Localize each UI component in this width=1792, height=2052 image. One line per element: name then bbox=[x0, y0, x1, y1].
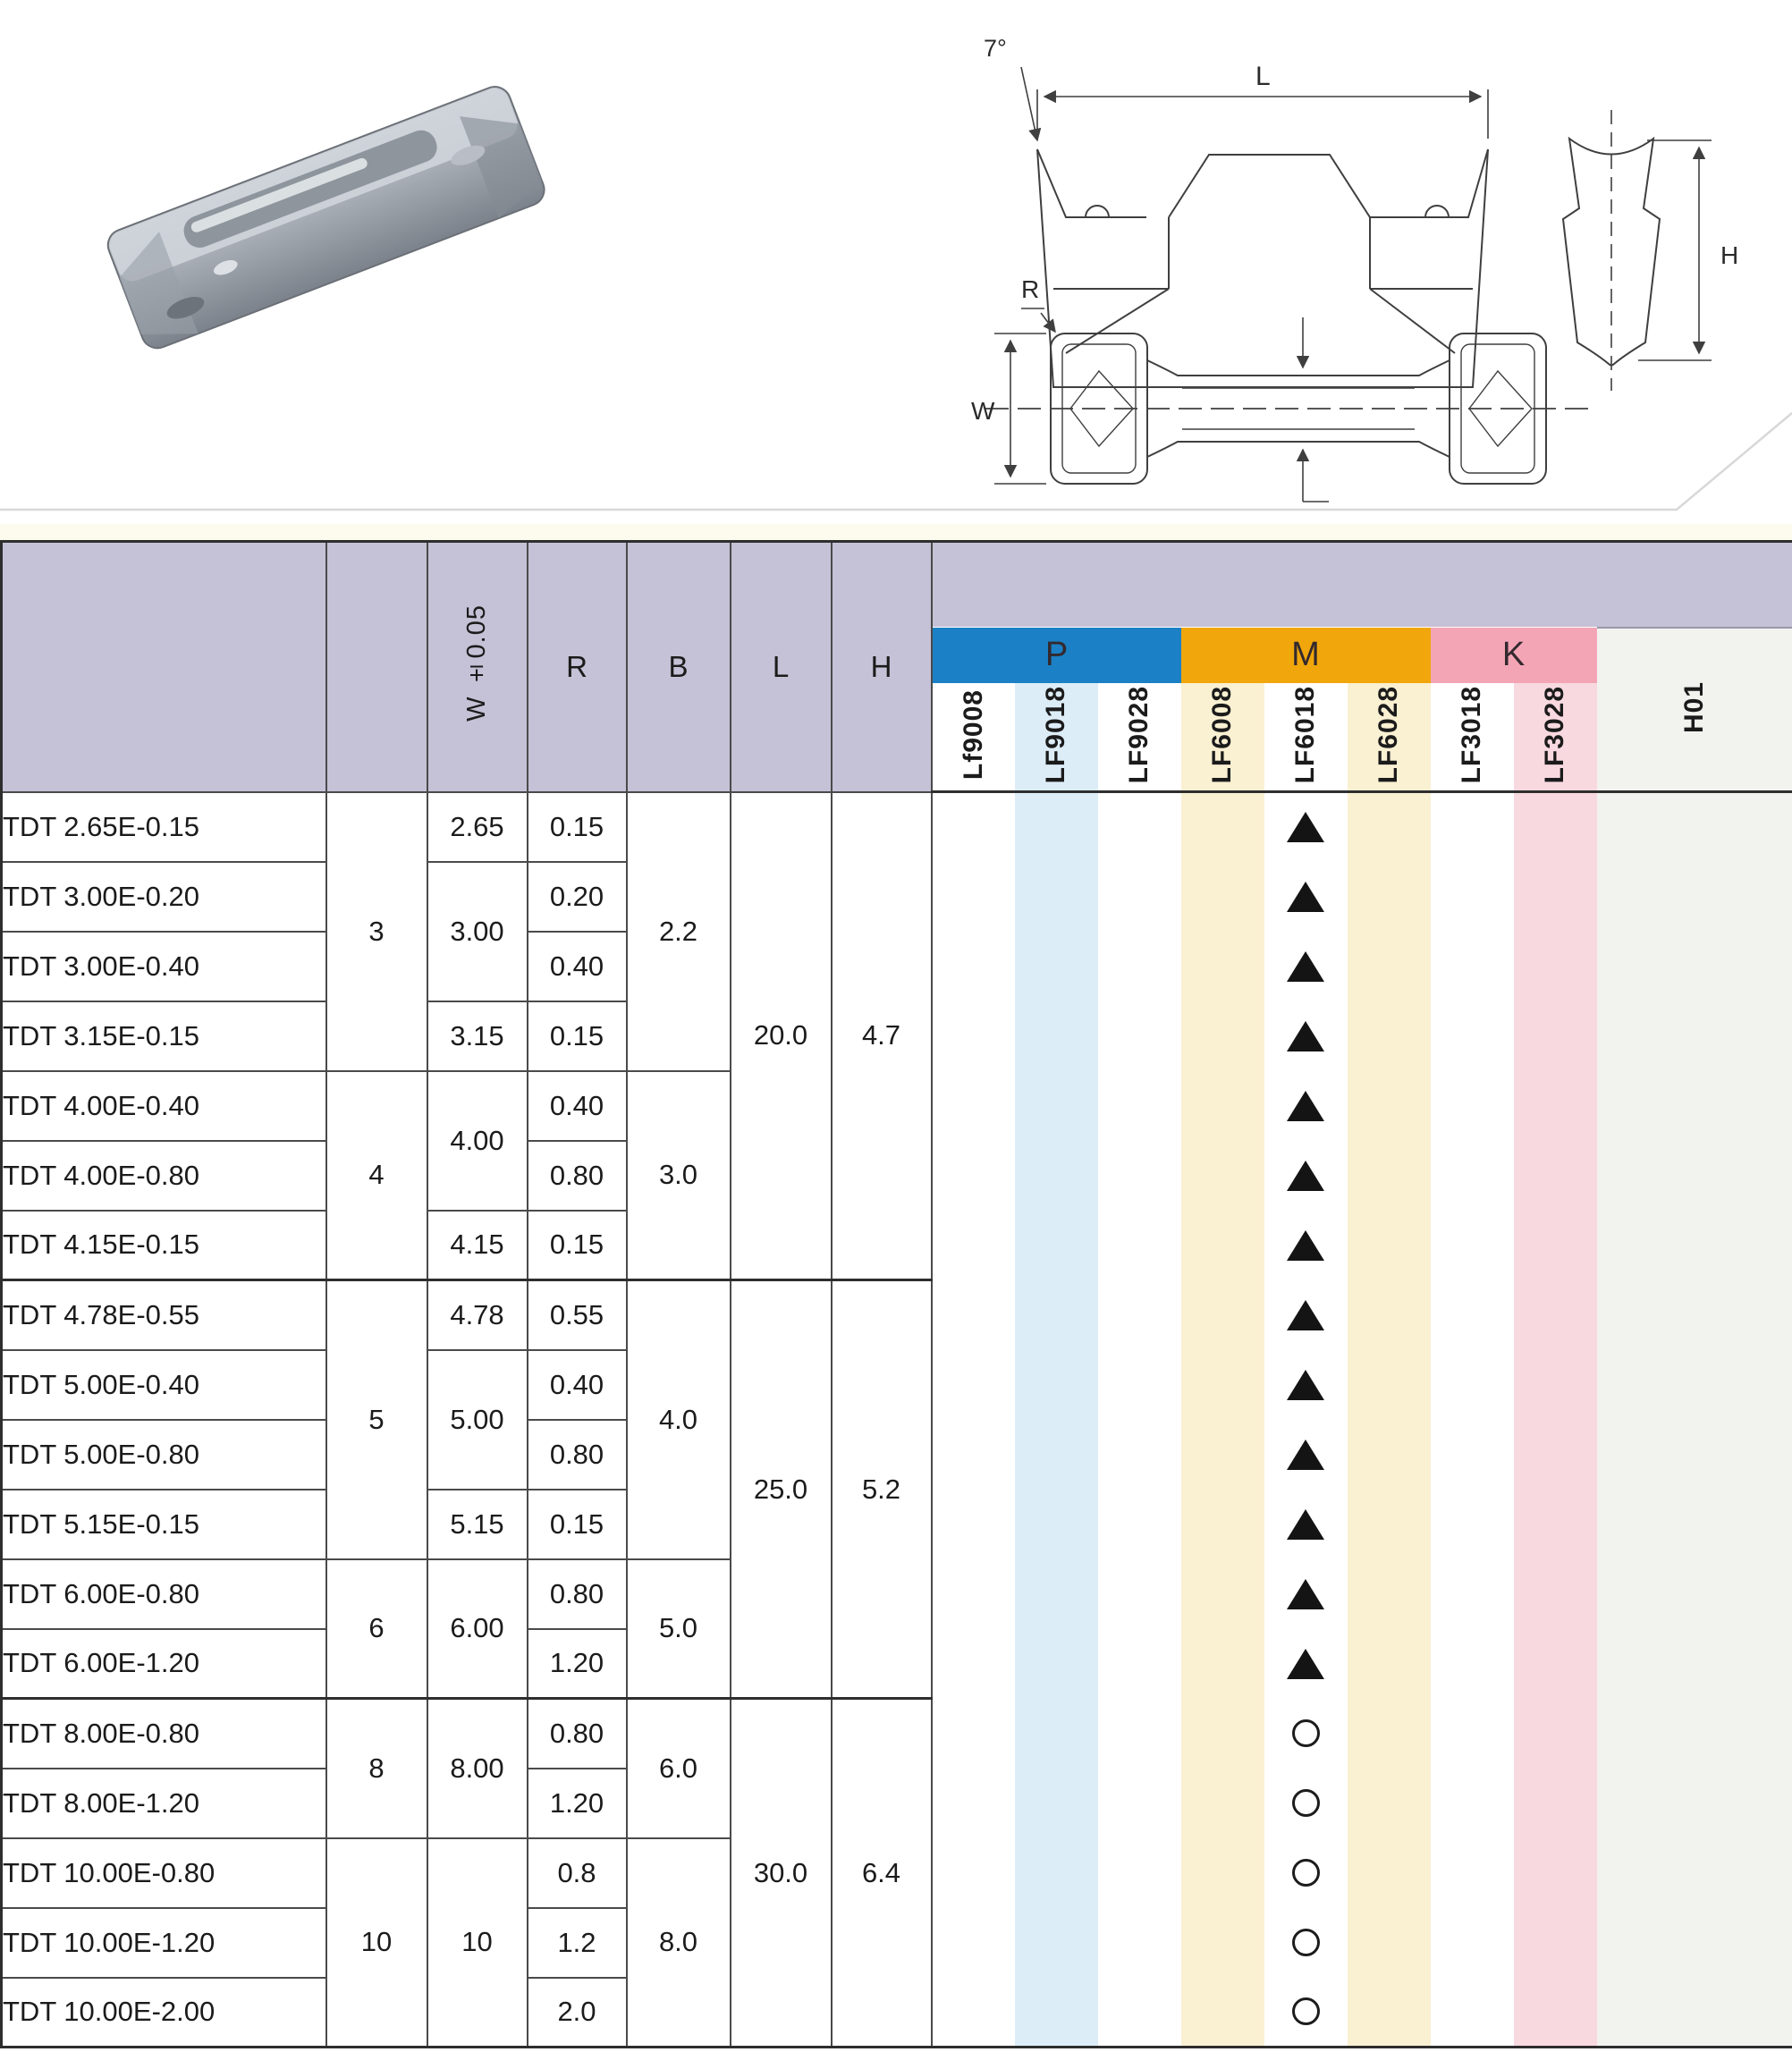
model-cell: TDT 10.00E-0.80 bbox=[2, 1838, 326, 1908]
grade-cell bbox=[1015, 862, 1098, 932]
width-cell: 6.00 bbox=[427, 1559, 528, 1699]
grade-cell bbox=[1181, 1141, 1264, 1211]
grade-cell bbox=[1514, 1908, 1597, 1978]
radius-cell: 0.40 bbox=[528, 932, 627, 1001]
width-cell: 8.00 bbox=[427, 1699, 528, 1838]
grade-col-header: LF9028 bbox=[1098, 683, 1181, 792]
grade-cell bbox=[1015, 792, 1098, 862]
grade-cell bbox=[1514, 1071, 1597, 1141]
grade-cell bbox=[1181, 1211, 1264, 1280]
grade-cell bbox=[1597, 792, 1792, 862]
model-cell: TDT 2.65E-0.15 bbox=[2, 792, 326, 862]
grade-cell bbox=[932, 792, 1015, 862]
grade-col-header: LF6028 bbox=[1348, 683, 1431, 792]
availability-cell bbox=[1264, 1629, 1348, 1699]
model-cell: TDT 5.00E-0.40 bbox=[2, 1350, 326, 1420]
radius-cell: 0.80 bbox=[528, 1559, 627, 1629]
grade-cell bbox=[932, 1141, 1015, 1211]
grade-cell bbox=[1181, 1420, 1264, 1490]
table-row bbox=[2, 1699, 1792, 1769]
grade-cell bbox=[1098, 1838, 1181, 1908]
card-edge-line bbox=[0, 393, 1792, 536]
availability-marker bbox=[1292, 1859, 1320, 1887]
width-cell: 5.15 bbox=[427, 1490, 528, 1559]
grade-cell bbox=[1348, 1001, 1431, 1071]
grade-cell bbox=[1348, 792, 1431, 862]
grade-cell bbox=[1514, 1490, 1597, 1559]
b-cell: 2.2 bbox=[627, 792, 731, 1071]
availability-cell bbox=[1264, 862, 1348, 932]
group-cell: 5 bbox=[326, 1280, 427, 1559]
grade-cell bbox=[1597, 1071, 1792, 1141]
grade-cell bbox=[932, 1559, 1015, 1629]
availability-marker bbox=[1287, 1579, 1324, 1609]
width-cell: 4.78 bbox=[427, 1280, 528, 1350]
grade-col-header: LF3018 bbox=[1431, 683, 1514, 792]
grade-cell bbox=[1098, 1490, 1181, 1559]
grade-cell bbox=[1015, 1908, 1098, 1978]
grade-cell bbox=[1597, 1420, 1792, 1490]
availability-marker bbox=[1287, 882, 1324, 912]
header-purple-strip bbox=[932, 542, 1792, 628]
grade-cell bbox=[1597, 1141, 1792, 1211]
width-cell: 3.15 bbox=[427, 1001, 528, 1071]
dim-label-width: W bbox=[971, 397, 995, 425]
availability-marker bbox=[1287, 1440, 1324, 1470]
radius-cell: 0.55 bbox=[528, 1280, 627, 1350]
availability-marker bbox=[1292, 1997, 1320, 2025]
width-cell: 2.65 bbox=[427, 792, 528, 862]
grade-cell bbox=[1431, 1490, 1514, 1559]
model-cell: TDT 4.15E-0.15 bbox=[2, 1211, 326, 1280]
availability-marker bbox=[1287, 1370, 1324, 1400]
b-cell: 5.0 bbox=[627, 1559, 731, 1699]
grade-cell bbox=[1348, 862, 1431, 932]
grade-cell bbox=[932, 1490, 1015, 1559]
grade-cell bbox=[932, 1699, 1015, 1769]
grade-cell bbox=[1098, 792, 1181, 862]
grade-cell bbox=[1514, 1420, 1597, 1490]
grade-cell bbox=[1431, 1559, 1514, 1629]
b-cell: 3.0 bbox=[627, 1071, 731, 1280]
grade-cell bbox=[1015, 1559, 1098, 1629]
grade-cell bbox=[1098, 862, 1181, 932]
table-row bbox=[2, 792, 1792, 862]
model-cell: TDT 4.00E-0.40 bbox=[2, 1071, 326, 1141]
grade-cell bbox=[1348, 1629, 1431, 1699]
col-header-group bbox=[326, 542, 427, 792]
grade-cell bbox=[1181, 932, 1264, 1001]
availability-marker bbox=[1287, 812, 1324, 842]
ivory-strip bbox=[0, 524, 1792, 540]
availability-marker bbox=[1287, 1230, 1324, 1261]
availability-cell bbox=[1264, 1280, 1348, 1350]
width-cell: 4.00 bbox=[427, 1071, 528, 1211]
availability-cell bbox=[1264, 1420, 1348, 1490]
grade-cell bbox=[1098, 1699, 1181, 1769]
grade-cell bbox=[1015, 1141, 1098, 1211]
grade-cell bbox=[1098, 1141, 1181, 1211]
radius-cell: 0.40 bbox=[528, 1350, 627, 1420]
availability-cell bbox=[1264, 1908, 1348, 1978]
grade-cell bbox=[932, 862, 1015, 932]
grade-cell bbox=[1348, 1699, 1431, 1769]
grade-cell bbox=[1597, 1699, 1792, 1769]
grade-cell bbox=[932, 1629, 1015, 1699]
grade-cell bbox=[1431, 1838, 1514, 1908]
b-cell: 4.0 bbox=[627, 1280, 731, 1559]
col-header-l: L bbox=[731, 542, 832, 792]
grade-cell bbox=[1597, 932, 1792, 1001]
grade-col-header: LF6008 bbox=[1181, 683, 1264, 792]
width-cell: 4.15 bbox=[427, 1211, 528, 1280]
grade-cell bbox=[1514, 932, 1597, 1001]
dim-label-radius: R bbox=[1021, 275, 1040, 303]
availability-cell bbox=[1264, 1001, 1348, 1071]
availability-cell bbox=[1264, 1699, 1348, 1769]
col-header-r: R bbox=[528, 542, 627, 792]
l-cell: 25.0 bbox=[731, 1280, 832, 1699]
grade-cell bbox=[1015, 1001, 1098, 1071]
iso-band-m: M bbox=[1181, 628, 1431, 683]
grade-cell bbox=[1015, 1211, 1098, 1280]
availability-marker bbox=[1287, 1091, 1324, 1121]
iso-band-p: P bbox=[932, 628, 1181, 683]
grade-cell bbox=[1098, 1280, 1181, 1350]
availability-marker bbox=[1292, 1719, 1320, 1747]
grade-cell bbox=[1098, 1978, 1181, 2048]
availability-cell bbox=[1264, 1769, 1348, 1838]
grade-cell bbox=[1514, 1629, 1597, 1699]
grade-col-header: Lf9008 bbox=[932, 683, 1015, 792]
l-cell: 20.0 bbox=[731, 792, 832, 1280]
col-header-b: B bbox=[627, 542, 731, 792]
availability-marker bbox=[1287, 951, 1324, 982]
grade-cell bbox=[1431, 932, 1514, 1001]
model-cell: TDT 3.00E-0.20 bbox=[2, 862, 326, 932]
grade-cell bbox=[1597, 1490, 1792, 1559]
grade-cell bbox=[1098, 1211, 1181, 1280]
grade-cell bbox=[1348, 1559, 1431, 1629]
grade-cell bbox=[1597, 1838, 1792, 1908]
grade-cell bbox=[1181, 1838, 1264, 1908]
grade-col-header-h01: H01 bbox=[1597, 628, 1792, 792]
grade-cell bbox=[1348, 1141, 1431, 1211]
group-cell: 8 bbox=[326, 1699, 427, 1838]
h-cell: 5.2 bbox=[832, 1280, 932, 1699]
grade-cell bbox=[1597, 1001, 1792, 1071]
radius-cell: 0.80 bbox=[528, 1141, 627, 1211]
grade-cell bbox=[932, 1001, 1015, 1071]
grade-cell bbox=[1431, 1001, 1514, 1071]
availability-marker bbox=[1287, 1649, 1324, 1679]
grade-cell bbox=[1181, 1629, 1264, 1699]
radius-cell: 0.15 bbox=[528, 792, 627, 862]
grade-cell bbox=[1597, 1559, 1792, 1629]
h-cell: 4.7 bbox=[832, 792, 932, 1280]
availability-cell bbox=[1264, 1978, 1348, 2048]
grade-cell bbox=[1514, 792, 1597, 862]
grade-col-header: LF3028 bbox=[1514, 683, 1597, 792]
grade-cell bbox=[1348, 1280, 1431, 1350]
table-row bbox=[2, 1280, 1792, 1350]
width-cell: 3.00 bbox=[427, 862, 528, 1001]
grade-cell bbox=[1015, 1350, 1098, 1420]
model-cell: TDT 4.78E-0.55 bbox=[2, 1280, 326, 1350]
grade-cell bbox=[1597, 1769, 1792, 1838]
grade-cell bbox=[932, 1071, 1015, 1141]
grade-cell bbox=[1181, 1908, 1264, 1978]
side-view bbox=[1021, 67, 1712, 391]
grade-cell bbox=[1015, 1769, 1098, 1838]
model-cell: TDT 8.00E-1.20 bbox=[2, 1769, 326, 1838]
radius-cell: 0.80 bbox=[528, 1699, 627, 1769]
grade-cell bbox=[932, 1350, 1015, 1420]
availability-cell bbox=[1264, 1211, 1348, 1280]
grade-cell bbox=[1514, 1978, 1597, 2048]
availability-cell bbox=[1264, 1350, 1348, 1420]
grade-cell bbox=[1348, 932, 1431, 1001]
grade-cell bbox=[932, 1838, 1015, 1908]
model-cell: TDT 10.00E-2.00 bbox=[2, 1978, 326, 2048]
grade-cell bbox=[1431, 862, 1514, 932]
grade-cell bbox=[1431, 1280, 1514, 1350]
availability-marker bbox=[1287, 1509, 1324, 1540]
availability-marker bbox=[1287, 1300, 1324, 1330]
grade-cell bbox=[1181, 1769, 1264, 1838]
grade-cell bbox=[1597, 862, 1792, 932]
availability-marker bbox=[1287, 1021, 1324, 1051]
grade-cell bbox=[1015, 1629, 1098, 1699]
availability-marker bbox=[1292, 1929, 1320, 1956]
grade-cell bbox=[1431, 1141, 1514, 1211]
availability-cell bbox=[1264, 1141, 1348, 1211]
model-cell: TDT 3.15E-0.15 bbox=[2, 1001, 326, 1071]
grade-cell bbox=[1514, 1211, 1597, 1280]
radius-cell: 0.8 bbox=[528, 1838, 627, 1908]
grade-cell bbox=[1431, 1071, 1514, 1141]
spec-table bbox=[0, 540, 1792, 2048]
grade-cell bbox=[1181, 1280, 1264, 1350]
model-cell: TDT 10.00E-1.20 bbox=[2, 1908, 326, 1978]
dimension-labels bbox=[971, 35, 1738, 425]
iso-band-k: K bbox=[1431, 628, 1597, 683]
grade-cell bbox=[1431, 792, 1514, 862]
grade-cell bbox=[1514, 1699, 1597, 1769]
grade-cell bbox=[1098, 1629, 1181, 1699]
grade-cell bbox=[1514, 1280, 1597, 1350]
model-cell: TDT 8.00E-0.80 bbox=[2, 1699, 326, 1769]
grade-cell bbox=[1431, 1769, 1514, 1838]
grade-cell bbox=[1181, 1490, 1264, 1559]
availability-cell bbox=[1264, 1490, 1348, 1559]
grade-cell bbox=[1431, 1908, 1514, 1978]
grade-cell bbox=[932, 1908, 1015, 1978]
grade-cell bbox=[1431, 1978, 1514, 2048]
grade-cell bbox=[1348, 1350, 1431, 1420]
grade-cell bbox=[1597, 1629, 1792, 1699]
b-cell: 8.0 bbox=[627, 1838, 731, 2048]
availability-marker bbox=[1292, 1789, 1320, 1817]
grade-cell bbox=[1015, 1699, 1098, 1769]
width-cell: 5.00 bbox=[427, 1350, 528, 1490]
availability-marker bbox=[1287, 1161, 1324, 1191]
radius-cell: 1.20 bbox=[528, 1629, 627, 1699]
radius-cell: 2.0 bbox=[528, 1978, 627, 2048]
grade-cell bbox=[1348, 1211, 1431, 1280]
grade-cell bbox=[932, 1978, 1015, 2048]
grade-cell bbox=[1181, 862, 1264, 932]
grade-cell bbox=[1597, 1908, 1792, 1978]
grade-cell bbox=[1098, 1559, 1181, 1629]
model-cell: TDT 4.00E-0.80 bbox=[2, 1141, 326, 1211]
grade-cell bbox=[1514, 1559, 1597, 1629]
width-cell: 10 bbox=[427, 1838, 528, 2048]
radius-cell: 1.20 bbox=[528, 1769, 627, 1838]
grade-cell bbox=[932, 1280, 1015, 1350]
grade-cell bbox=[1098, 1908, 1181, 1978]
grade-cell bbox=[1348, 1838, 1431, 1908]
grade-cell bbox=[1181, 1699, 1264, 1769]
h-cell: 6.4 bbox=[832, 1699, 932, 2048]
group-cell: 4 bbox=[326, 1071, 427, 1280]
grade-cell bbox=[1348, 1978, 1431, 2048]
grade-cell bbox=[1181, 792, 1264, 862]
model-cell: TDT 5.15E-0.15 bbox=[2, 1490, 326, 1559]
availability-cell bbox=[1264, 932, 1348, 1001]
grade-cell bbox=[1514, 1838, 1597, 1908]
grade-cell bbox=[1431, 1350, 1514, 1420]
b-cell: 6.0 bbox=[627, 1699, 731, 1838]
grade-cell bbox=[1098, 1350, 1181, 1420]
grade-cell bbox=[1597, 1280, 1792, 1350]
grade-cell bbox=[932, 932, 1015, 1001]
grade-cell bbox=[1514, 1001, 1597, 1071]
grade-cell bbox=[1181, 1001, 1264, 1071]
grade-cell bbox=[932, 1211, 1015, 1280]
radius-cell: 0.40 bbox=[528, 1071, 627, 1141]
grade-cell bbox=[1015, 1838, 1098, 1908]
availability-cell bbox=[1264, 792, 1348, 862]
grade-cell bbox=[1098, 1071, 1181, 1141]
grade-col-header: LF9018 bbox=[1015, 683, 1098, 792]
grade-cell bbox=[1181, 1350, 1264, 1420]
grade-cell bbox=[1348, 1420, 1431, 1490]
grade-cell bbox=[1431, 1699, 1514, 1769]
grade-cell bbox=[1098, 1769, 1181, 1838]
l-cell: 30.0 bbox=[731, 1699, 832, 2048]
model-cell: TDT 6.00E-0.80 bbox=[2, 1559, 326, 1629]
grade-cell bbox=[1431, 1420, 1514, 1490]
grade-cell bbox=[1098, 932, 1181, 1001]
grade-cell bbox=[1015, 1280, 1098, 1350]
model-cell: TDT 6.00E-1.20 bbox=[2, 1629, 326, 1699]
grade-cell bbox=[1348, 1769, 1431, 1838]
grade-cell bbox=[1348, 1490, 1431, 1559]
availability-cell bbox=[1264, 1071, 1348, 1141]
radius-cell: 0.20 bbox=[528, 862, 627, 932]
grade-cell bbox=[1015, 1420, 1098, 1490]
grade-col-header: LF6018 bbox=[1264, 683, 1348, 792]
availability-cell bbox=[1264, 1559, 1348, 1629]
grade-cell bbox=[1181, 1071, 1264, 1141]
grade-cell bbox=[1514, 862, 1597, 932]
grade-cell bbox=[1514, 1350, 1597, 1420]
grade-cell bbox=[1597, 1211, 1792, 1280]
availability-cell bbox=[1264, 1838, 1348, 1908]
group-cell: 10 bbox=[326, 1838, 427, 2048]
insert-photo bbox=[80, 22, 563, 407]
dim-label-length: L bbox=[1255, 62, 1271, 91]
grade-cell bbox=[1431, 1211, 1514, 1280]
grade-cell bbox=[1514, 1769, 1597, 1838]
col-header-h: H bbox=[832, 542, 932, 792]
radius-cell: 0.15 bbox=[528, 1490, 627, 1559]
dim-label-angle: 7° bbox=[984, 35, 1007, 62]
group-cell: 3 bbox=[326, 792, 427, 1071]
grade-cell bbox=[1181, 1559, 1264, 1629]
grade-cell bbox=[1597, 1350, 1792, 1420]
grade-cell bbox=[1015, 932, 1098, 1001]
grade-cell bbox=[1015, 1490, 1098, 1559]
model-cell: TDT 5.00E-0.80 bbox=[2, 1420, 326, 1490]
grade-cell bbox=[1431, 1629, 1514, 1699]
grade-cell bbox=[1514, 1141, 1597, 1211]
dim-label-height: H bbox=[1720, 241, 1739, 269]
radius-cell: 1.2 bbox=[528, 1908, 627, 1978]
radius-cell: 0.15 bbox=[528, 1001, 627, 1071]
grade-cell bbox=[1348, 1908, 1431, 1978]
grade-cell bbox=[1015, 1071, 1098, 1141]
col-header-model bbox=[2, 542, 326, 792]
grade-cell bbox=[1181, 1978, 1264, 2048]
grade-cell bbox=[932, 1769, 1015, 1838]
radius-cell: 0.15 bbox=[528, 1211, 627, 1280]
insert-photo-image bbox=[80, 22, 563, 407]
col-header-w: W ±0.05 bbox=[427, 542, 528, 792]
grade-cell bbox=[1597, 1978, 1792, 2048]
grade-cell bbox=[1348, 1071, 1431, 1141]
grade-cell bbox=[1098, 1001, 1181, 1071]
grade-cell bbox=[1015, 1978, 1098, 2048]
group-cell: 6 bbox=[326, 1559, 427, 1699]
grade-cell bbox=[932, 1420, 1015, 1490]
grade-cell bbox=[1098, 1420, 1181, 1490]
model-cell: TDT 3.00E-0.40 bbox=[2, 932, 326, 1001]
radius-cell: 0.80 bbox=[528, 1420, 627, 1490]
